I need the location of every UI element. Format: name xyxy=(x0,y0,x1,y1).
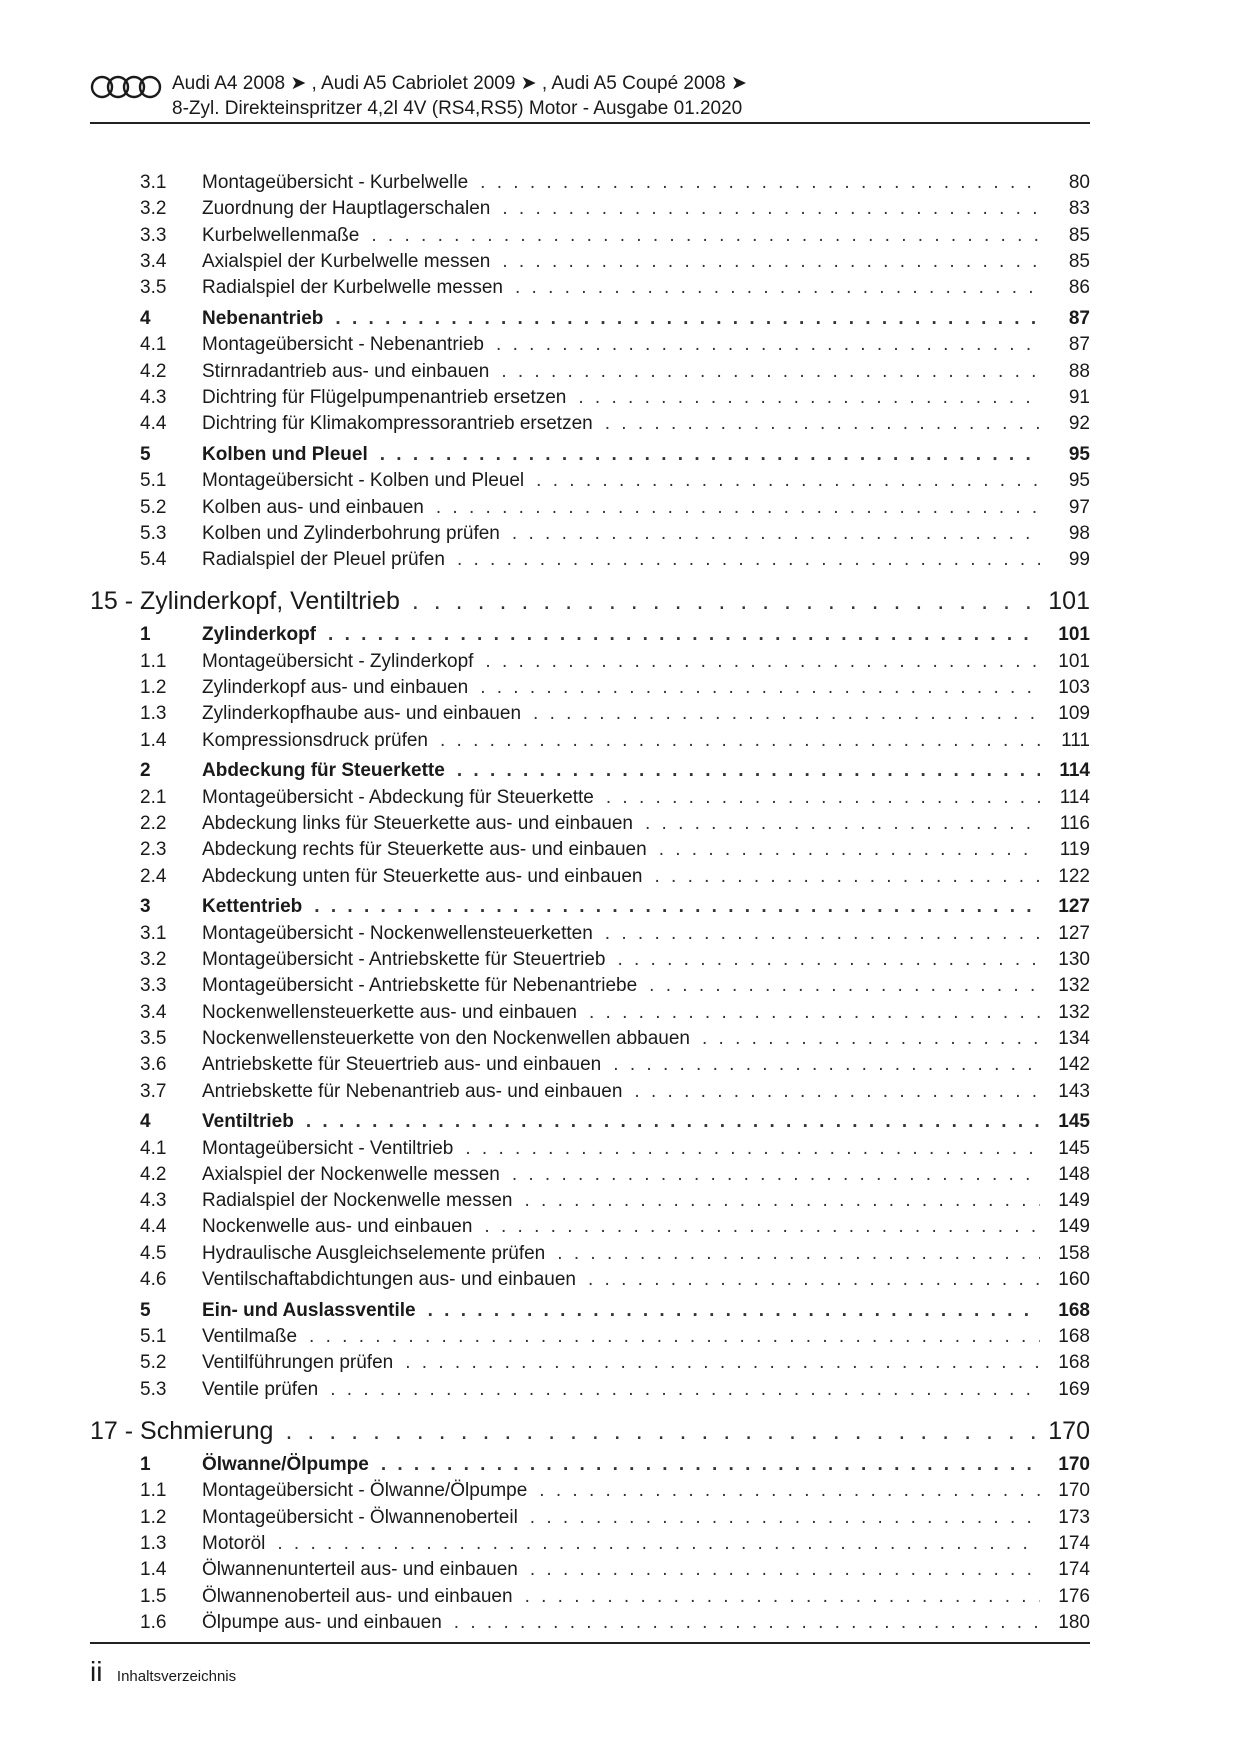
toc-entry-title: Montageübersicht - Antriebskette für Steuertrieb xyxy=(202,949,606,971)
toc-entry[interactable] xyxy=(90,730,1090,756)
toc-entry[interactable] xyxy=(90,523,1090,549)
toc-entry-page: 92 xyxy=(1068,413,1090,435)
toc-entry-page: 116 xyxy=(1059,813,1090,835)
toc-entry[interactable] xyxy=(90,1190,1090,1216)
toc-entry[interactable] xyxy=(90,1586,1090,1612)
toc-entry[interactable] xyxy=(90,703,1090,729)
toc-section-entry[interactable] xyxy=(90,760,1090,786)
toc-entry-page: 176 xyxy=(1058,1585,1090,1607)
toc-entry-page: 87 xyxy=(1068,334,1090,356)
toc-entry-page: 114 xyxy=(1059,760,1090,782)
toc-chapter-entry[interactable] xyxy=(90,587,1090,620)
toc-entry-page: 91 xyxy=(1068,386,1090,408)
toc-entry-title: Zuordnung der Hauptlagerschalen xyxy=(202,198,491,220)
toc-entry[interactable] xyxy=(90,1054,1090,1080)
toc-leader-dots xyxy=(309,1326,1040,1348)
toc-leader-dots xyxy=(428,1300,1040,1322)
toc-entry-title: Montageübersicht - Ölwanne/Ölpumpe xyxy=(202,1480,528,1502)
toc-entry-page: 132 xyxy=(1058,1001,1090,1023)
toc-entry-page: 134 xyxy=(1058,1027,1090,1049)
toc-entry[interactable] xyxy=(90,1533,1090,1559)
toc-entry-page: 168 xyxy=(1058,1326,1090,1348)
toc-entry-title: Ölwanne/Ölpumpe xyxy=(202,1454,369,1476)
toc-entry-page: 98 xyxy=(1068,522,1090,544)
toc-entry-page: 114 xyxy=(1059,786,1090,808)
toc-entry-page: 149 xyxy=(1058,1190,1090,1212)
toc-entry-page: 168 xyxy=(1058,1299,1090,1321)
toc-entry-title: Nockenwellensteuerkette von den Nockenwellen abbauen xyxy=(202,1027,690,1049)
toc-leader-dots xyxy=(536,470,1040,492)
toc-entry-title: Motoröl xyxy=(202,1532,266,1554)
toc-entry-title: Montageübersicht - Kolben und Pleuel xyxy=(202,470,525,492)
toc-entry-title: Abdeckung rechts für Steuerkette aus- und einbauen xyxy=(202,839,647,861)
toc-entry-number: 2 xyxy=(140,760,151,782)
toc-entry[interactable] xyxy=(90,225,1090,251)
toc-entry-page: 101 xyxy=(1048,587,1090,616)
toc-entry-page: 145 xyxy=(1058,1111,1090,1133)
toc-entry-title: Ölwannenunterteil aus- und einbauen xyxy=(202,1559,518,1581)
toc-entry[interactable] xyxy=(90,923,1090,949)
toc-entry-number: 2.3 xyxy=(140,839,167,861)
toc-entry[interactable] xyxy=(90,1138,1090,1164)
toc-entry[interactable] xyxy=(90,1081,1090,1107)
footer-label: Inhaltsverzeichnis xyxy=(116,1668,237,1685)
toc-entry-title: Nebenantrieb xyxy=(202,307,324,329)
toc-entry[interactable] xyxy=(90,334,1090,360)
toc-entry-number: 1.4 xyxy=(140,729,167,751)
toc-leader-dots xyxy=(440,730,1040,752)
toc-entry-number: 5.4 xyxy=(140,549,167,571)
toc-entry-title: Dichtring für Flügelpumpenantrieb ersetzen xyxy=(202,386,567,408)
toc-leader-dots xyxy=(335,308,1040,330)
header-divider xyxy=(90,122,1090,124)
toc-leader-dots xyxy=(530,1559,1040,1581)
page-footer xyxy=(90,1656,236,1688)
toc-entry-page: 127 xyxy=(1058,922,1090,944)
toc-entry-page: 88 xyxy=(1068,360,1090,382)
toc-entry-title: Ventile prüfen xyxy=(202,1378,319,1400)
toc-entry-number: 1.3 xyxy=(140,703,167,725)
toc-entry-number: 1.5 xyxy=(140,1585,167,1607)
toc-entry-page: 174 xyxy=(1058,1532,1090,1554)
toc-entry-page: 95 xyxy=(1068,443,1090,465)
toc-entry-page: 111 xyxy=(1061,729,1090,751)
toc-entry-title: Montageübersicht - Kurbelwelle xyxy=(202,172,469,193)
toc-entry[interactable] xyxy=(90,1028,1090,1054)
toc-leader-dots xyxy=(613,1054,1040,1076)
toc-entry-page: 109 xyxy=(1058,703,1090,725)
toc-entry-number: 3.3 xyxy=(140,975,167,997)
toc-entry-page: 83 xyxy=(1068,198,1090,220)
toc-entry-page: 168 xyxy=(1058,1352,1090,1374)
toc-entry[interactable] xyxy=(90,787,1090,813)
toc-chapter-entry[interactable] xyxy=(90,1417,1090,1450)
page-header xyxy=(90,72,1090,124)
toc-entry-title: Ölpumpe aus- und einbauen xyxy=(202,1611,442,1633)
toc-entry[interactable] xyxy=(90,1216,1090,1242)
toc-leader-dots xyxy=(277,1533,1040,1555)
toc-entry[interactable] xyxy=(90,1269,1090,1295)
toc-entry-number: 3 xyxy=(140,896,151,918)
toc-leader-dots xyxy=(328,624,1040,646)
toc-leader-dots xyxy=(578,387,1040,409)
toc-entry-number: 1.1 xyxy=(140,650,167,672)
toc-leader-dots xyxy=(412,587,1044,616)
toc-entry[interactable] xyxy=(90,1559,1090,1585)
toc-leader-dots xyxy=(405,1352,1040,1374)
toc-entry-title: Kompressionsdruck prüfen xyxy=(202,729,428,751)
toc-entry-title: Axialspiel der Nockenwelle messen xyxy=(202,1163,500,1185)
toc-section-entry[interactable] xyxy=(90,624,1090,650)
toc-entry[interactable] xyxy=(90,651,1090,677)
toc-leader-dots xyxy=(285,1417,1044,1446)
toc-entry-number: 4.5 xyxy=(140,1242,167,1264)
toc-entry-number: 1 xyxy=(140,624,151,646)
toc-entry-number: 4.3 xyxy=(140,386,167,408)
toc-entry-page: 142 xyxy=(1058,1054,1090,1076)
toc-entry-title: Montageübersicht - Ölwannenoberteil xyxy=(202,1506,518,1528)
toc-entry-page: 170 xyxy=(1058,1454,1090,1476)
toc-leader-dots xyxy=(606,787,1040,809)
toc-entry[interactable] xyxy=(90,387,1090,413)
toc-entry[interactable] xyxy=(90,1002,1090,1028)
toc-entry-number: 3.2 xyxy=(140,198,167,220)
toc-entry[interactable] xyxy=(90,277,1090,303)
toc-leader-dots xyxy=(659,839,1040,861)
toc-entry[interactable] xyxy=(90,413,1090,439)
toc-entry[interactable] xyxy=(90,839,1090,865)
toc-entry[interactable] xyxy=(90,251,1090,277)
toc-entry[interactable] xyxy=(90,549,1090,575)
toc-entry-title: Hydraulische Ausgleichselemente prüfen xyxy=(202,1242,546,1264)
toc-leader-dots xyxy=(484,1216,1040,1238)
toc-entry-number: 5.1 xyxy=(140,470,167,492)
toc-entry-title: 15 - Zylinderkopf, Ventiltrieb xyxy=(90,587,400,616)
toc-leader-dots xyxy=(605,413,1040,435)
toc-entry-number: 5.1 xyxy=(140,1326,167,1348)
toc-leader-dots xyxy=(496,334,1040,356)
toc-entry-number: 5.2 xyxy=(140,1352,167,1374)
toc-leader-dots xyxy=(525,1190,1041,1212)
toc-entry-number: 1.4 xyxy=(140,1559,167,1581)
toc-section-entry[interactable] xyxy=(90,896,1090,922)
header-vehicle-line: Audi A4 2008 ➤ , Audi A5 Cabriolet 2009 ➤ , Audi A5 Coupé 2008 ➤ xyxy=(172,73,747,94)
toc-entry-page: 80 xyxy=(1068,172,1090,193)
toc-entry[interactable] xyxy=(90,677,1090,703)
toc-entry[interactable] xyxy=(90,1507,1090,1533)
toc-entry-page: 145 xyxy=(1058,1137,1090,1159)
toc-leader-dots xyxy=(655,866,1041,888)
toc-entry-number: 3.7 xyxy=(140,1080,167,1102)
toc-entry-number: 1.3 xyxy=(140,1532,167,1554)
toc-leader-dots xyxy=(617,949,1040,971)
toc-entry-number: 4.4 xyxy=(140,413,167,435)
toc-entry-title: Radialspiel der Pleuel prüfen xyxy=(202,549,445,571)
toc-entry-number: 3.6 xyxy=(140,1054,167,1076)
toc-entry-number: 3.1 xyxy=(140,172,167,193)
toc-leader-dots xyxy=(502,198,1040,220)
four-rings-logo-icon xyxy=(90,74,162,100)
toc-entry-page: 85 xyxy=(1068,250,1090,272)
toc-leader-dots xyxy=(645,813,1040,835)
toc-entry[interactable] xyxy=(90,497,1090,523)
toc-leader-dots xyxy=(702,1028,1040,1050)
toc-entry-title: Stirnradantrieb aus- und einbauen xyxy=(202,360,490,382)
toc-entry-title: Nockenwelle aus- und einbauen xyxy=(202,1216,473,1238)
toc-entry-number: 3.3 xyxy=(140,224,167,246)
toc-entry-title: Kurbelwellenmaße xyxy=(202,224,360,246)
toc-entry-title: Ventilschaftabdichtungen aus- und einbauen xyxy=(202,1269,576,1291)
toc-entry-page: 87 xyxy=(1068,307,1090,329)
toc-entry-page: 127 xyxy=(1058,896,1090,918)
toc-section-entry[interactable] xyxy=(90,1111,1090,1137)
toc-leader-dots xyxy=(454,1612,1040,1634)
toc-entry-page: 101 xyxy=(1058,650,1090,672)
toc-entry[interactable] xyxy=(90,975,1090,1001)
toc-leader-dots xyxy=(436,497,1040,519)
toc-entry-title: Ventilführungen prüfen xyxy=(202,1352,394,1374)
toc-entry[interactable] xyxy=(90,198,1090,224)
toc-leader-dots xyxy=(480,172,1040,194)
toc-leader-dots xyxy=(649,975,1040,997)
toc-leader-dots xyxy=(634,1081,1040,1103)
toc-entry-number: 4.2 xyxy=(140,1163,167,1185)
toc-entry-number: 4.2 xyxy=(140,360,167,382)
toc-entry[interactable] xyxy=(90,1612,1090,1638)
toc-entry-number: 2.4 xyxy=(140,865,167,887)
toc-entry-number: 1.1 xyxy=(140,1480,167,1502)
toc-entry-title: Montageübersicht - Ventiltrieb xyxy=(202,1137,454,1159)
toc-entry[interactable] xyxy=(90,1243,1090,1269)
toc-entry[interactable] xyxy=(90,1326,1090,1352)
toc-leader-dots xyxy=(380,444,1040,466)
toc-leader-dots xyxy=(330,1379,1040,1401)
toc-entry-number: 1.6 xyxy=(140,1611,167,1633)
toc-leader-dots xyxy=(588,1269,1040,1291)
toc-entry-title: Antriebskette für Nebenantrieb aus- und einbauen xyxy=(202,1080,623,1102)
toc-entry-title: Zylinderkopfhaube aus- und einbauen xyxy=(202,703,522,725)
toc-leader-dots xyxy=(465,1138,1040,1160)
toc-entry-number: 5.3 xyxy=(140,522,167,544)
toc-entry-title: Montageübersicht - Nockenwellensteuerketten xyxy=(202,922,593,944)
toc-entry[interactable] xyxy=(90,949,1090,975)
toc-entry-number: 5 xyxy=(140,1299,151,1321)
toc-section-entry[interactable] xyxy=(90,444,1090,470)
toc-section-entry[interactable] xyxy=(90,1300,1090,1326)
toc-entry-number: 2.1 xyxy=(140,786,167,808)
footer-divider xyxy=(90,1642,1090,1644)
toc-entry-title: Abdeckung unten für Steuerkette aus- und einbauen xyxy=(202,865,643,887)
toc-leader-dots xyxy=(533,703,1040,725)
toc-entry-title: Axialspiel der Kurbelwelle messen xyxy=(202,250,491,272)
toc-entry-number: 3.4 xyxy=(140,1001,167,1023)
toc-entry-title: 17 - Schmierung xyxy=(90,1417,274,1446)
toc-entry-title: Montageübersicht - Antriebskette für Nebenantriebe xyxy=(202,975,638,997)
toc-entry-page: 101 xyxy=(1058,624,1090,646)
toc-leader-dots xyxy=(515,277,1040,299)
toc-entry-title: Abdeckung für Steuerkette xyxy=(202,760,445,782)
toc-entry-page: 158 xyxy=(1058,1242,1090,1264)
toc-entry-title: Ein- und Auslassventile xyxy=(202,1299,416,1321)
toc-entry-title: Montageübersicht - Abdeckung für Steuerkette xyxy=(202,786,594,808)
toc-leader-dots xyxy=(457,760,1040,782)
toc-entry-title: Montageübersicht - Zylinderkopf xyxy=(202,650,474,672)
toc-entry-page: 143 xyxy=(1058,1080,1090,1102)
toc-entry-title: Ventiltrieb xyxy=(202,1111,294,1133)
toc-entry-title: Abdeckung links für Steuerkette aus- und einbauen xyxy=(202,813,633,835)
toc-entry-number: 1.2 xyxy=(140,1506,167,1528)
toc-leader-dots xyxy=(512,523,1040,545)
toc-entry-number: 1.2 xyxy=(140,677,167,699)
toc-entry-number: 4.6 xyxy=(140,1269,167,1291)
toc-entry-number: 4 xyxy=(140,1111,151,1133)
toc-entry-number: 4.1 xyxy=(140,334,167,356)
footer-page-number: ii xyxy=(90,1656,103,1687)
toc-leader-dots xyxy=(314,896,1040,918)
toc-entry-title: Kolben und Zylinderbohrung prüfen xyxy=(202,522,500,544)
toc-entry[interactable] xyxy=(90,1352,1090,1378)
toc-entry-page: 119 xyxy=(1059,839,1090,861)
toc-entry[interactable] xyxy=(90,1480,1090,1506)
toc-entry-page: 99 xyxy=(1068,549,1090,571)
toc-leader-dots xyxy=(605,923,1040,945)
toc-leader-dots xyxy=(381,1454,1040,1476)
toc-entry-title: Zylinderkopf aus- und einbauen xyxy=(202,677,469,699)
toc-entry-page: 160 xyxy=(1058,1269,1090,1291)
toc-leader-dots xyxy=(480,677,1040,699)
toc-entry[interactable] xyxy=(90,172,1090,198)
toc-entry-page: 97 xyxy=(1068,496,1090,518)
toc-entry-title: Antriebskette für Steuertrieb aus- und einbauen xyxy=(202,1054,602,1076)
toc-leader-dots xyxy=(502,251,1040,273)
toc-entry-page: 122 xyxy=(1058,865,1090,887)
toc-leader-dots xyxy=(306,1111,1040,1133)
toc-entry-number: 1 xyxy=(140,1454,151,1476)
header-engine-line: 8-Zyl. Direkteinspritzer 4,2l 4V (RS4,RS5) Motor - Ausgabe 01.2020 xyxy=(172,98,743,119)
toc-entry-page: 148 xyxy=(1058,1163,1090,1185)
toc-entry-number: 3.4 xyxy=(140,250,167,272)
toc-leader-dots xyxy=(371,225,1040,247)
toc-entry-number: 3.5 xyxy=(140,1027,167,1049)
toc-leader-dots xyxy=(539,1480,1040,1502)
toc-entry-page: 170 xyxy=(1048,1417,1090,1446)
toc-entry-title: Kolben aus- und einbauen xyxy=(202,496,424,518)
toc-entry-number: 4.4 xyxy=(140,1216,167,1238)
toc-leader-dots xyxy=(557,1243,1040,1265)
toc-entry-title: Ventilmaße xyxy=(202,1326,298,1348)
toc-entry-title: Kettentrieb xyxy=(202,896,303,918)
toc-entry-number: 2.2 xyxy=(140,813,167,835)
toc-section-entry[interactable] xyxy=(90,1454,1090,1480)
toc-entry-title: Radialspiel der Nockenwelle messen xyxy=(202,1190,513,1212)
toc-entry-number: 5 xyxy=(140,443,151,465)
toc-leader-dots xyxy=(589,1002,1040,1024)
toc-entry-number: 3.5 xyxy=(140,277,167,299)
toc-entry-number: 4 xyxy=(140,307,151,329)
toc-entry-title: Radialspiel der Kurbelwelle messen xyxy=(202,277,503,299)
toc-entry[interactable] xyxy=(90,866,1090,892)
toc-entry-number: 4.1 xyxy=(140,1137,167,1159)
toc-entry-number: 3.2 xyxy=(140,949,167,971)
toc-entry-page: 132 xyxy=(1058,975,1090,997)
toc-entry[interactable] xyxy=(90,361,1090,387)
toc-entry-page: 173 xyxy=(1058,1506,1090,1528)
toc-leader-dots xyxy=(525,1586,1040,1608)
toc-leader-dots xyxy=(501,361,1040,383)
toc-entry[interactable] xyxy=(90,813,1090,839)
toc-entry[interactable] xyxy=(90,470,1090,496)
toc-entry-title: Ölwannenoberteil aus- und einbauen xyxy=(202,1585,513,1607)
toc-entry[interactable] xyxy=(90,1379,1090,1405)
toc-entry-page: 169 xyxy=(1058,1378,1090,1400)
toc-entry[interactable] xyxy=(90,1164,1090,1190)
toc-entry-page: 174 xyxy=(1058,1559,1090,1581)
toc-entry-page: 180 xyxy=(1058,1611,1090,1633)
toc-entry-page: 170 xyxy=(1058,1480,1090,1502)
toc-entry-number: 5.2 xyxy=(140,496,167,518)
toc-entry-title: Dichtring für Klimakompressorantrieb ersetzen xyxy=(202,413,593,435)
toc-entry-number: 5.3 xyxy=(140,1378,167,1400)
toc-leader-dots xyxy=(530,1507,1040,1529)
toc-entry-page: 85 xyxy=(1068,224,1090,246)
toc-entry-page: 95 xyxy=(1068,470,1090,492)
toc-leader-dots xyxy=(457,549,1040,571)
toc-entry-title: Zylinderkopf xyxy=(202,624,317,646)
toc-entry-page: 103 xyxy=(1058,677,1090,699)
toc-leader-dots xyxy=(512,1164,1040,1186)
toc-entry-page: 86 xyxy=(1068,277,1090,299)
toc-entry-page: 130 xyxy=(1058,949,1090,971)
toc-entry-number: 4.3 xyxy=(140,1190,167,1212)
toc-leader-dots xyxy=(485,651,1040,673)
toc-section-entry[interactable] xyxy=(90,308,1090,334)
table-of-contents xyxy=(90,172,1090,1638)
toc-entry-number: 3.1 xyxy=(140,922,167,944)
toc-entry-title: Nockenwellensteuerkette aus- und einbauen xyxy=(202,1001,577,1023)
toc-entry-title: Kolben und Pleuel xyxy=(202,443,368,465)
toc-entry-title: Montageübersicht - Nebenantrieb xyxy=(202,334,485,356)
toc-entry-page: 149 xyxy=(1058,1216,1090,1238)
